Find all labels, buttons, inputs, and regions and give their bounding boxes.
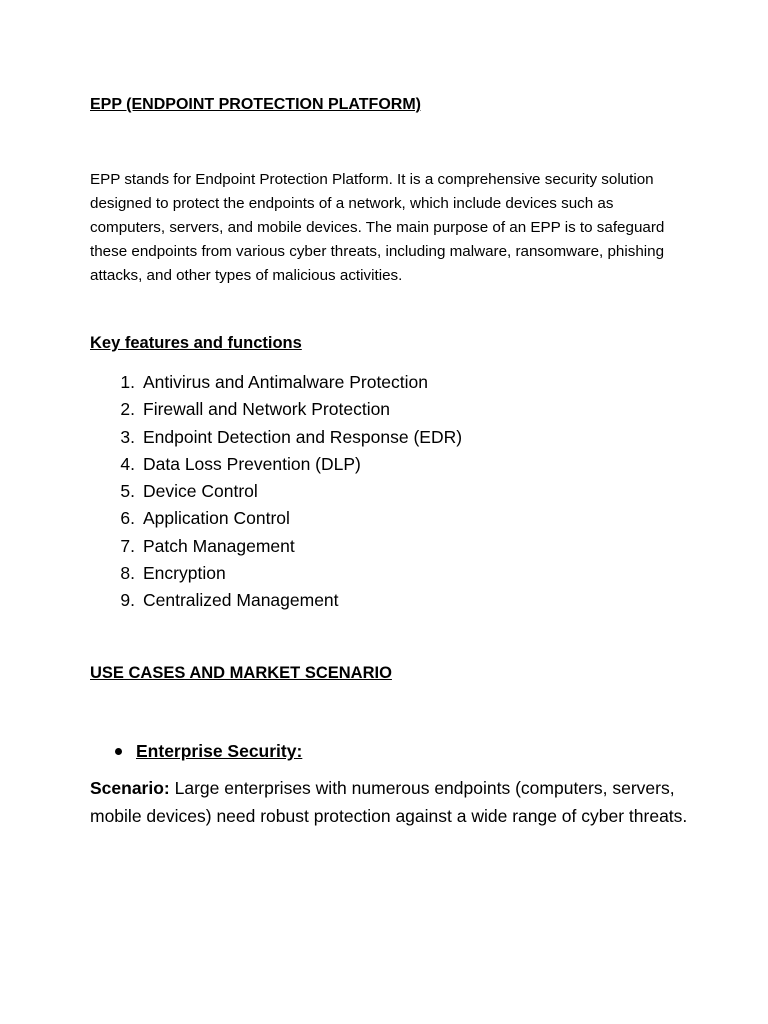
list-item-label: Data Loss Prevention (DLP)	[143, 453, 361, 474]
list-item	[90, 478, 462, 505]
scenario-label: Scenario:	[90, 778, 170, 798]
list-item-number: 5.	[120, 481, 135, 502]
bullet-item	[90, 738, 302, 765]
intro-paragraph: EPP stands for Endpoint Protection Platform. It is a comprehensive security solution designed to protect the endpoints of a network, which include devices such as computers, servers, and mobile devices. The main purpose of an EPP is to safeguard these endpoints from various cyber threats, including malware, ransomware, phishing attacks, and other types of malicious activities.	[90, 171, 665, 284]
list-item-number: 3.	[120, 426, 135, 447]
features-heading: Key features and functions	[90, 334, 302, 352]
list-item	[90, 587, 462, 614]
list-item-label: Endpoint Detection and Response (EDR)	[143, 426, 463, 447]
list-item	[90, 369, 462, 396]
bullet-label: Enterprise Security:	[136, 741, 303, 761]
list-item	[90, 505, 462, 532]
bullet-icon	[115, 748, 122, 755]
list-item-label: Centralized Management	[143, 590, 339, 611]
list-item-number: 8.	[120, 563, 135, 584]
list-item-number: 4.	[120, 453, 135, 474]
list-item-label: Firewall and Network Protection	[143, 399, 391, 420]
usecases-heading: USE CASES AND MARKET SCENARIO	[90, 664, 392, 682]
list-item-number: 9.	[120, 590, 135, 611]
list-item-number: 2.	[120, 399, 135, 420]
list-item-label: Patch Management	[143, 535, 295, 556]
list-item-label: Device Control	[143, 481, 258, 502]
list-item-number: 6.	[120, 508, 135, 529]
scenario-paragraph	[90, 775, 690, 830]
list-item	[90, 424, 462, 451]
list-item-label: Application Control	[143, 508, 290, 529]
list-item	[90, 451, 462, 478]
list-item	[90, 560, 462, 587]
list-item-number: 1.	[120, 372, 135, 392]
list-item-number: 7.	[120, 535, 135, 556]
list-item-label: Antivirus and Antimalware Protection	[143, 372, 428, 392]
feature-list	[90, 369, 462, 615]
scenario-text: Large enterprises with numerous endpoints (computers, servers, mobile devices) need robust protection against a wide range of cyber threats.	[90, 778, 688, 826]
list-item-label: Encryption	[143, 563, 226, 584]
document-title: EPP (ENDPOINT PROTECTION PLATFORM)	[90, 96, 421, 113]
list-item	[90, 396, 462, 423]
list-item	[90, 533, 462, 560]
